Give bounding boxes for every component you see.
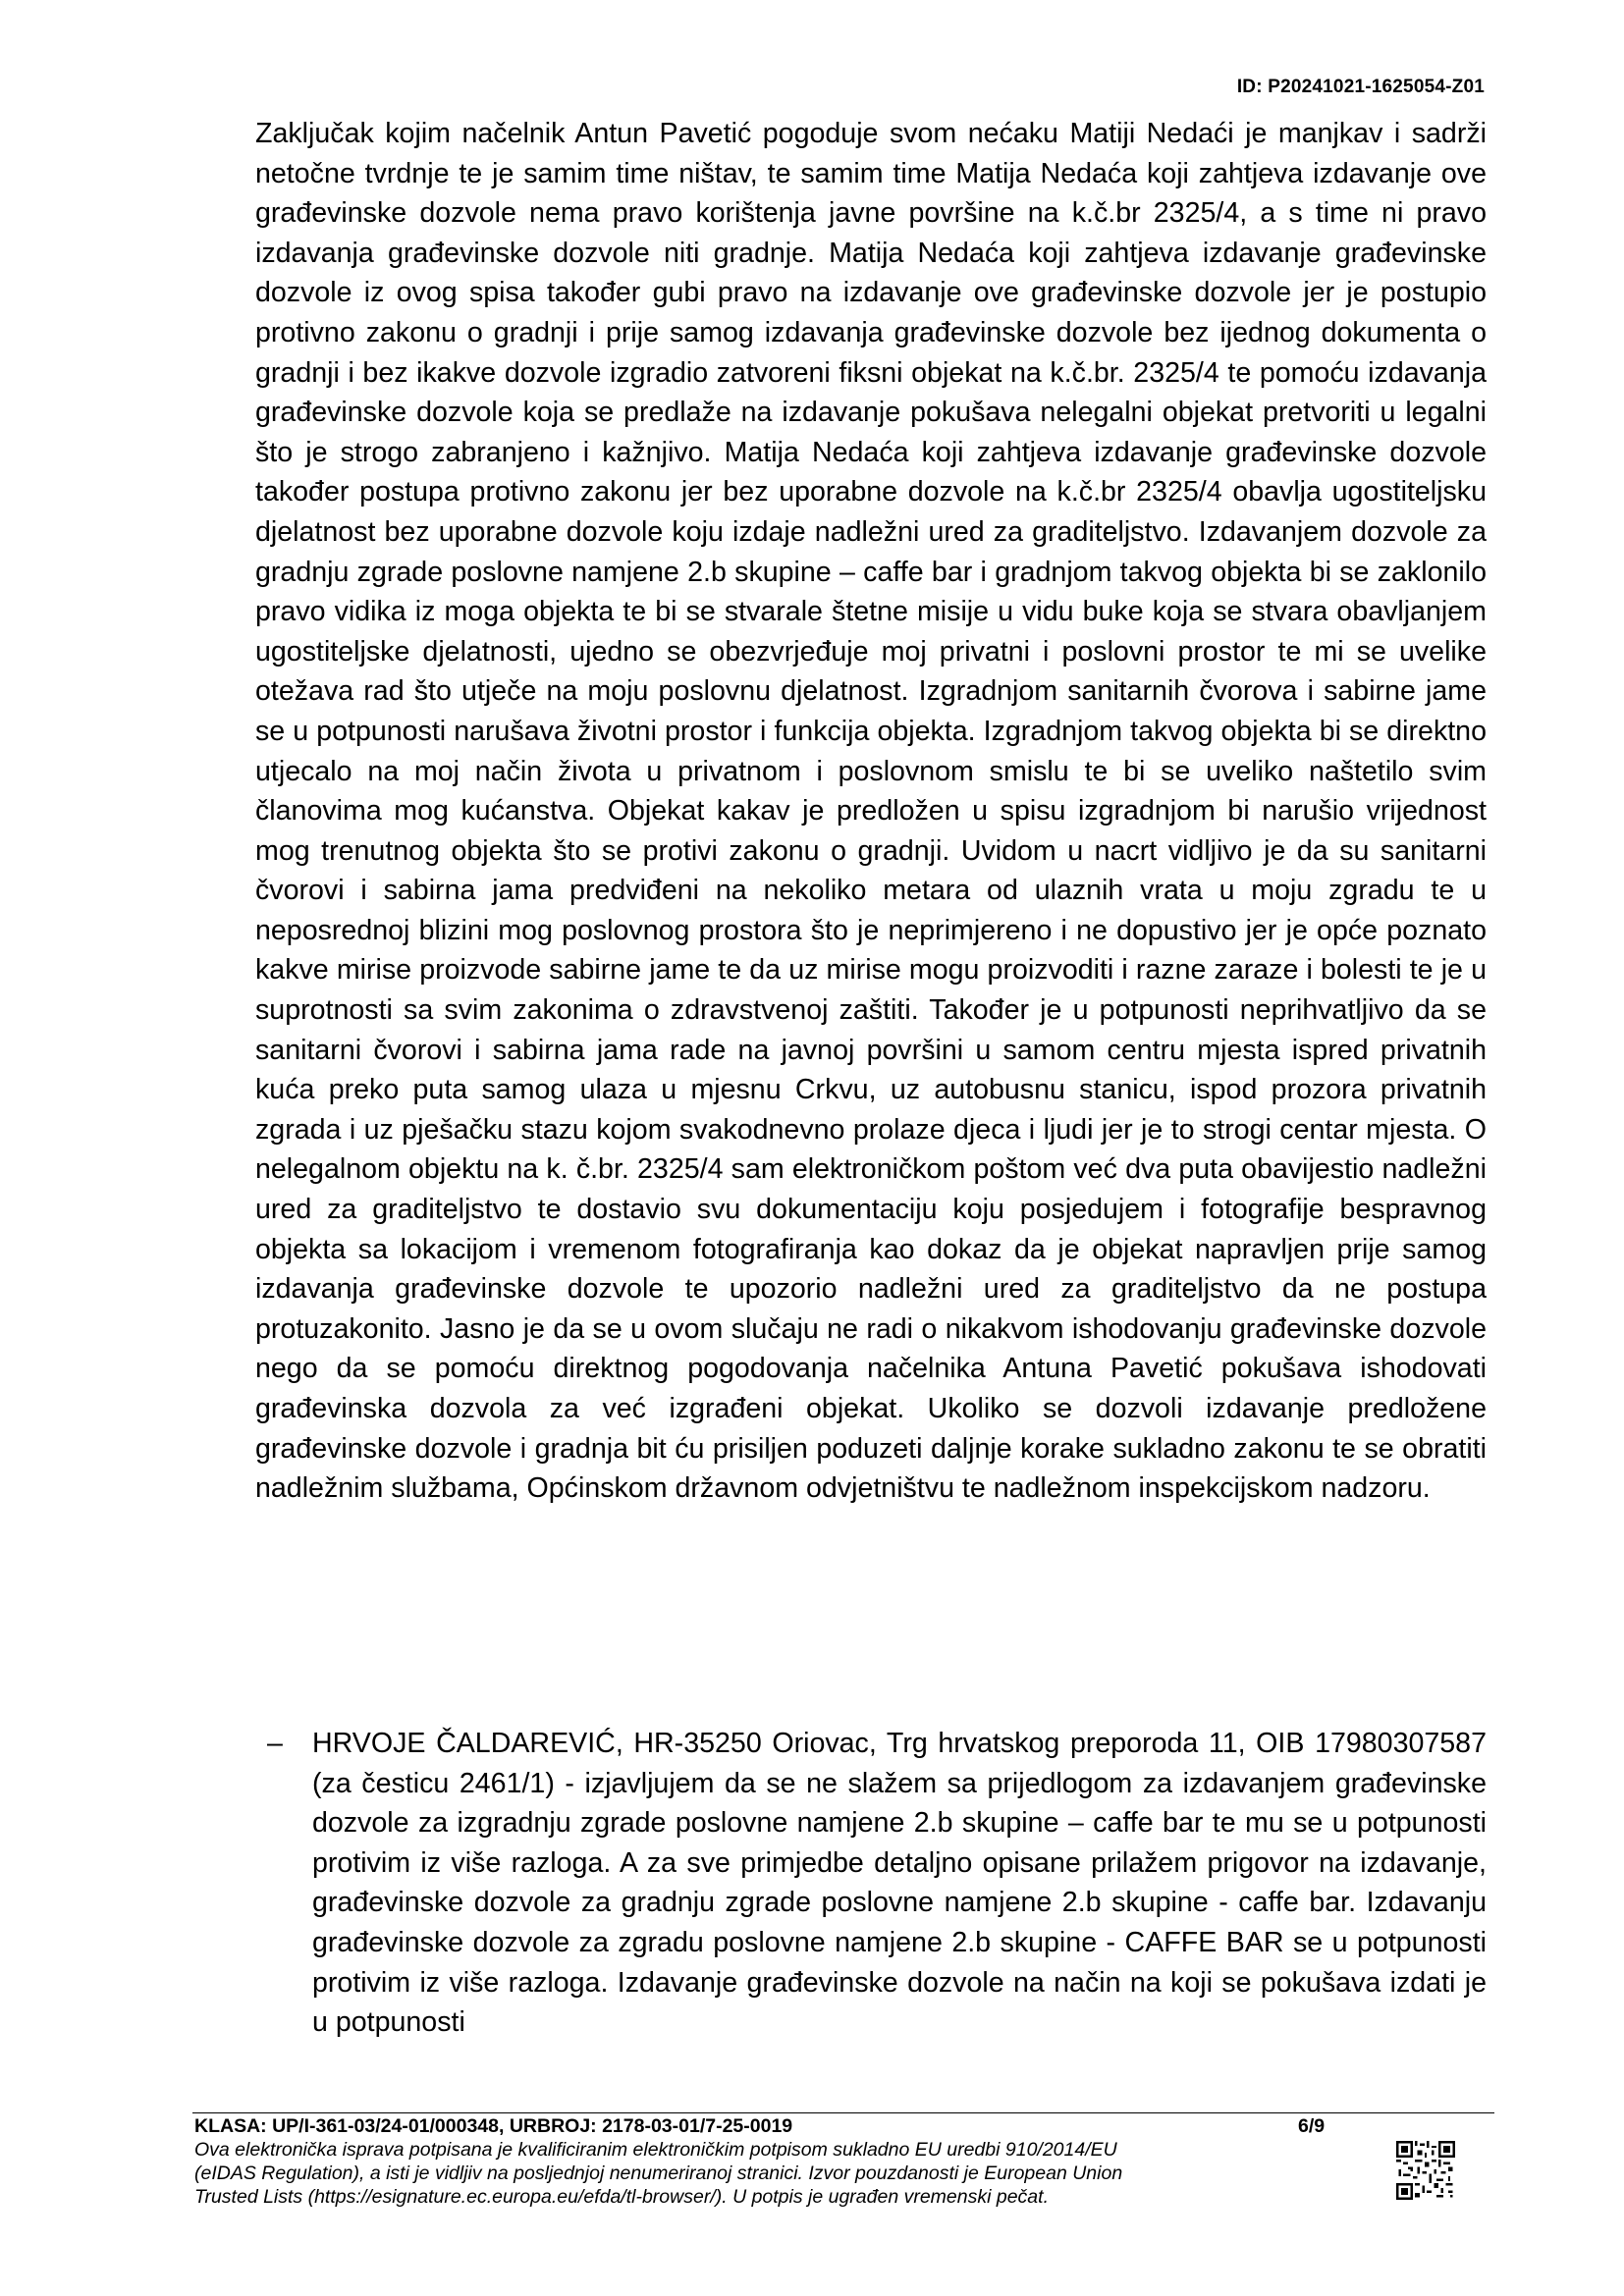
qr-code-icon xyxy=(1396,2141,1455,2200)
list-bullet: – xyxy=(267,1728,283,1759)
page-number: 6/9 xyxy=(1298,2115,1326,2137)
footer-note-line-3: Trusted Lists (https://esignature.ec.europa.eu/efda/tl-browser/). U potpis je ugrađen vremenski pečat. xyxy=(194,2186,1049,2208)
body-paragraph: Zaključak kojim načelnik Antun Pavetić pogoduje svom nećaku Matiji Nedaći je manjkav i sadrži netočne tvrdnje te je samim time ništav, te samim time Matija Nedaća koji zahtjeva izdavanje ove građevinske dozvole nema pravo korištenja javne površine na k.č.br 2325/4, a s time ni pravo izdavanja građevinske dozvole niti gradnje. Matija Nedaća koji zahtjeva izdavanje građevinske dozvole iz ovog spisa također gubi pravo na izdavanje ove građevinske dozvole jer je postupio protivno zakonu o gradnji i prije samog izdavanja građevinske dozvole bez ijednog dokumenta o gradnji i bez ikakve dozvole izgradio zatvoreni fiksni objekat na k.č.br. 2325/4 te pomoću izdavanja građevinske dozvole koja se predlaže na izdavanje pokušava nelegalni objekat pretvoriti u legalni što je strogo zabranjeno i kažnjivo. Matija Nedaća koji zahtjeva izdavanje građevinske dozvole također postupa protivno zakonu jer bez uporabne dozvole na k.č.br 2325/4 obavlja ugostiteljsku djelatnost bez uporabne dozvole koju izdaje nadležni ured za graditeljstvo. Izdavanjem dozvole za gradnju zgrade poslovne namjene 2.b skupine – caffe bar i gradnjom takvog objekta bi se zaklonilo pravo vidika iz moga objekta te bi se stvarale štetne misije u vidu buke koja se stvara obavljanjem ugostiteljske djelatnosti, ujedno se obezvrjeđuje moj privatni i poslovni prostor te mi se uvelike otežava rad što utječe na moju poslovnu djelatnost. Izgradnjom sanitarnih čvorova i sabirne jame se u potpunosti narušava životni prostor i funkcija objekta. Izgradnjom takvog objekta bi se direktno utjecalo na moj način života u privatnom i poslovnom smislu te bi se uveliko naštetilo svim članovima mog kućanstva. Objekat kakav je predložen u spisu izgradnjom bi narušio vrijednost mog trenutnog objekta što se protivi zakonu o gradnji. Uvidom u nacrt vidljivo je da su sanitarni čvorovi i sabirna jama predviđeni na nekoliko metara od ulaznih vrata u moju zgradu te u neposrednoj blizini mog poslovnog prostora što je neprimjereno i ne dopustivo jer je opće poznato kakve mirise proizvode sabirne jame te da uz mirise mogu proizvoditi i razne zaraze i bolesti te je u suprotnosti sa svim zakonima o zdravstvenoj zaštiti. Također je u potpunosti neprihvatljivo da se sanitarni čvorovi i sabirna jama rade na javnoj površini u samom centru mjesta ispred privatnih kuća preko puta samog ulaza u mjesnu Crkvu, uz autobusnu stanicu, ispod prozora privatnih zgrada i uz pješačku stazu kojom svakodnevno prolaze djeca i ljudi jer je to strogi centar mjesta. O nelegalnom objektu na k. č.br. 2325/4 sam elektroničkom poštom već dva puta obavijestio nadležni ured za graditeljstvo te dostavio svu dokumentaciju koju posjedujem i fotografije bespravnog objekta sa lokacijom i vremenom fotografiranja kao dokaz da je objekat napravljen prije samog izdavanja građevinske dozvole te upozorio nadležni ured za graditeljstvo da ne postupa protuzakonito. Jasno je da se u ovom slučaju ne radi o nikakvom ishodovanju građevinske dozvole nego da se pomoću direktnog pogodovanja načelnika Antuna Pavetić pokušava ishodovati građevinska dozvola za već izgrađeni objekat. Ukoliko se dozvoli izdavanje predložene građevinske dozvole i gradnja bit ću prisiljen poduzeti daljnje korake sukladno zakonu te se obratiti nadležnim službama, Općinskom državnom odvjetništvu te nadležnom inspekcijskom nadzoru. xyxy=(255,118,1487,1505)
footer-note-line-1: Ova elektronička isprava potpisana je kvalificiranim elektroničkim potpisom sukladno EU uredbi 910/2014/EU xyxy=(194,2139,1117,2161)
footer-note-line-2: (eIDAS Regulation), a isti je vidljiv na posljednjoj nenumeriranoj stranici. Izvor pouzdanosti je European Union xyxy=(194,2163,1123,2184)
document-id: ID: P20241021-1625054-Z01 xyxy=(1236,77,1485,97)
footer-divider xyxy=(192,2112,1494,2113)
list-item: HRVOJE ČALDAREVIĆ, HR-35250 Oriovac, Trg hrvatskog preporoda 11, OIB 17980307587 (za česticu 2461/1) - izjavljujem da se ne slažem sa prijedlogom za izdavanjem građevinske dozvole za izgradnju zgrade poslovne namjene 2.b skupine – caffe bar te mu se u potpunosti protivim iz više razloga. A za sve primjedbe detaljno opisane prilažem prigovor na izdavanje, građevinske dozvole za gradnju zgrade poslovne namjene 2.b skupine - caffe bar. Izdavanju građevinske dozvole za zgradu poslovne namjene 2.b skupine - CAFFE BAR se u potpunosti protivim iz više razloga. Izdavanje građevinske dozvole na način na koji se pokušava izdati je u potpunosti xyxy=(312,1728,1487,2039)
footer-klasa: KLASA: UP/I-361-03/24-01/000348, URBROJ: 2178-03-01/7-25-0019 xyxy=(194,2115,793,2137)
footer-signature-note xyxy=(194,2138,1314,2209)
